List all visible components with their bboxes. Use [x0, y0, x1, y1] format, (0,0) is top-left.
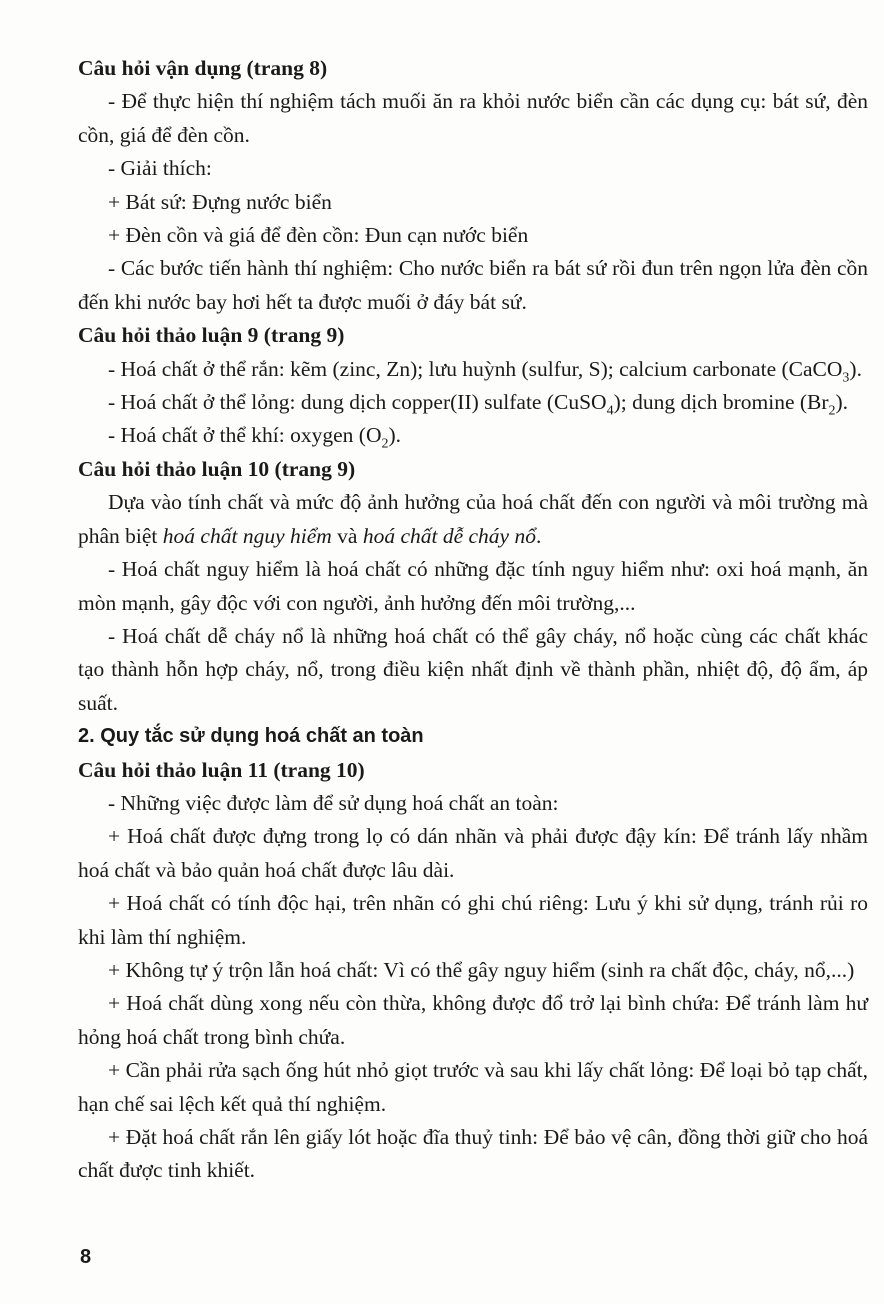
- text-run: ).: [849, 356, 862, 381]
- question-heading: [78, 52, 868, 85]
- text-run: - Hoá chất dễ cháy nổ là những hoá chất có thể gây cháy, nổ hoặc cùng các chất khác tạo thành hỗn hợp cháy, nổ, trong điều kiện nhất định về thành phần, nhiệt độ, độ ẩm, áp suất.: [78, 623, 868, 715]
- text-run: ).: [388, 423, 402, 448]
- paragraph: [78, 85, 868, 152]
- paragraph: [78, 219, 868, 252]
- italic-text: hoá chất dễ cháy nổ: [362, 523, 536, 548]
- text-run: Câu hỏi thảo luận 10 (trang 9): [78, 456, 356, 481]
- paragraph: [78, 553, 868, 620]
- page-body: [78, 52, 868, 1188]
- text-run: - Hoá chất nguy hiểm là hoá chất có những đặc tính nguy hiểm như: oxi hoá mạnh, ăn mòn mạnh, gây độc với con người, ảnh hưởng đến môi trường,...: [78, 557, 868, 615]
- text-run: + Không tự ý trộn lẫn hoá chất: Vì có thể gây nguy hiểm (sinh ra chất độc, cháy, nổ,...): [108, 957, 855, 982]
- paragraph: [78, 820, 868, 887]
- page-number: 8: [80, 1246, 92, 1268]
- paragraph: [78, 152, 868, 185]
- text-run: .: [535, 523, 542, 548]
- paragraph: [78, 620, 868, 720]
- section-heading: [78, 720, 868, 753]
- paragraph: [78, 987, 868, 1054]
- paragraph: [78, 486, 868, 553]
- text-run: - Giải thích:: [108, 156, 212, 181]
- subscript: 4: [606, 403, 614, 419]
- subscript: 2: [828, 403, 836, 419]
- paragraph: [78, 386, 868, 419]
- text-run: - Hoá chất ở thể lỏng: dung dịch copper(II) sulfate (CuSO: [108, 390, 607, 415]
- question-heading: [78, 754, 868, 787]
- text-run: + Bát sứ: Đựng nước biển: [108, 189, 332, 214]
- text-run: - Để thực hiện thí nghiệm tách muối ăn ra khỏi nước biển cần các dụng cụ: bát sứ, đèn cồn, giá để đèn cồn.: [78, 89, 868, 147]
- text-run: + Cần phải rửa sạch ống hút nhỏ giọt trước và sau khi lấy chất lỏng: Để loại bỏ tạp chất, hạn chế sai lệch kết quả thí nghiệm.: [78, 1058, 868, 1116]
- paragraph: [78, 887, 868, 954]
- text-run: Câu hỏi vận dụng (trang 8): [78, 56, 328, 80]
- text-run: + Đèn cồn và giá để đèn cồn: Đun cạn nước biển: [108, 223, 529, 248]
- question-heading: [78, 319, 868, 352]
- text-run: + Hoá chất có tính độc hại, trên nhãn có ghi chú riêng: Lưu ý khi sử dụng, tránh rủi ro khi làm thí nghiệm.: [78, 891, 868, 949]
- paragraph: [78, 1054, 868, 1121]
- subscript: 3: [842, 369, 850, 385]
- text-run: - Những việc được làm để sử dụng hoá chất an toàn:: [108, 790, 559, 815]
- paragraph: [78, 252, 868, 319]
- text-run: - Hoá chất ở thể khí: oxygen (O: [108, 423, 382, 448]
- text-run: + Hoá chất dùng xong nếu còn thừa, không được đổ trở lại bình chứa: Để tránh làm hư hỏng hoá chất trong bình chứa.: [78, 991, 868, 1049]
- text-run: và: [331, 523, 363, 548]
- text-run: 2. Quy tắc sử dụng hoá chất an toàn: [78, 725, 424, 748]
- text-run: Câu hỏi thảo luận 9 (trang 9): [78, 323, 345, 348]
- text-run: Câu hỏi thảo luận 11 (trang 10): [78, 757, 365, 782]
- paragraph: [78, 1121, 868, 1188]
- text-run: ).: [835, 390, 849, 415]
- text-run: + Hoá chất được đựng trong lọ có dán nhãn và phải được đậy kín: Để tránh lấy nhầm hoá chất và bảo quản hoá chất được lâu dài.: [78, 824, 868, 882]
- text-run: - Hoá chất ở thể rắn: kẽm (zinc, Zn); lưu huỳnh (sulfur, S); calcium carbonate (CaCO: [108, 356, 843, 381]
- paragraph: [78, 353, 868, 386]
- paragraph: [78, 954, 868, 987]
- text-run: - Các bước tiến hành thí nghiệm: Cho nước biển ra bát sứ rồi đun trên ngọn lửa đèn cồn đến khi nước bay hơi hết ta được muối ở đáy bát sứ.: [78, 256, 868, 314]
- subscript: 2: [381, 436, 389, 452]
- text-run: + Đặt hoá chất rắn lên giấy lót hoặc đĩa thuỷ tinh: Để bảo vệ cân, đồng thời giữ cho hoá chất được tinh khiết.: [78, 1125, 868, 1183]
- paragraph: [78, 787, 868, 820]
- italic-text: hoá chất nguy hiểm: [162, 523, 332, 548]
- question-heading: [78, 453, 868, 486]
- text-run: ); dung dịch bromine (Br: [613, 390, 829, 415]
- paragraph: [78, 186, 868, 219]
- text-run: Dựa vào tính chất và mức độ ảnh hưởng của hoá chất đến con người và môi trường mà phân biệt: [78, 490, 868, 548]
- paragraph: [78, 419, 868, 452]
